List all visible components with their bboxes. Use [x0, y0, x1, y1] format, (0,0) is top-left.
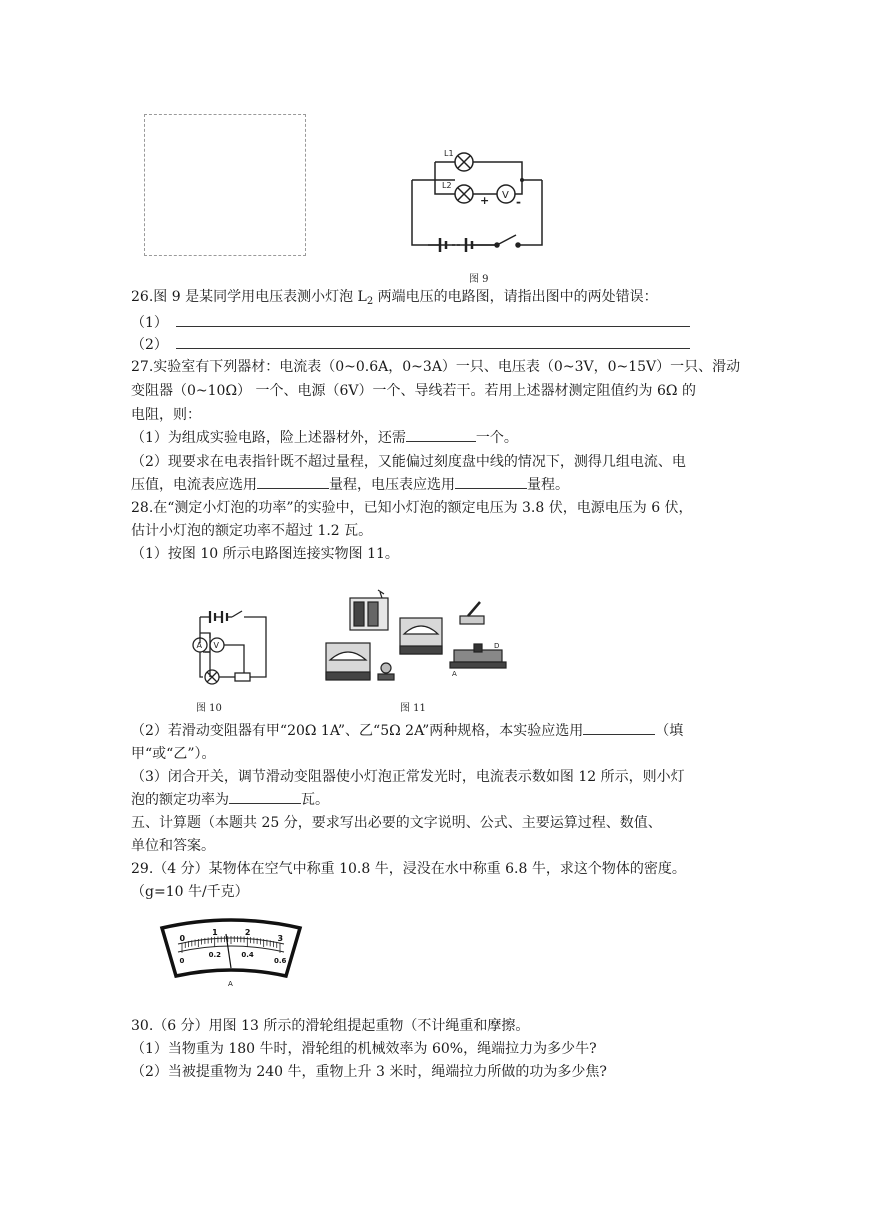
fig9-label-minus: -: [516, 195, 521, 209]
q28-part3a: （3）闭合开关，调节滑动变阻器使小灯泡正常发光时，电流表示数如图 12 所示，则小灯: [131, 769, 685, 785]
fig9-label-v: V: [502, 190, 509, 201]
fig9-label-l2: L2: [442, 181, 452, 190]
fig12-ammeter-dial: [160, 918, 302, 988]
dial-bottom-label: 0.4: [241, 950, 254, 959]
section5-heading-1: 五、计算题（本题共 25 分，要求写出必要的文字说明、公式、主要运算过程、数值、: [131, 815, 662, 831]
q30-line1: 30.（6 分）用图 13 所示的滑轮组提起重物（不计绳重和摩擦。: [131, 1018, 530, 1034]
q26-answer-line-2[interactable]: [176, 348, 690, 349]
q28-part2c: 甲“或“乙”）。: [131, 746, 216, 762]
dial-top-label: 0: [179, 933, 186, 943]
fig11-label-d: D: [494, 642, 500, 650]
fig11-apparatus: [320, 588, 520, 693]
dial-bottom-label: 0.2: [208, 950, 222, 959]
dial-top-label: 3: [277, 933, 284, 943]
q28-blank-1[interactable]: [583, 722, 655, 735]
q26-item2: （2）: [131, 337, 168, 353]
section5-heading-2: 单位和答案。: [131, 838, 215, 854]
dial-bottom-label: 0: [179, 956, 185, 965]
q29-line1: 29.（4 分）某物体在空气中称重 10.8 牛，浸没在水中称重 6.8 牛，求这个物体的密度。: [131, 861, 686, 877]
q26-item1: （1）: [131, 315, 168, 331]
q28-line2: 估计小灯泡的额定功率不超过 1.2 瓦。: [131, 523, 373, 539]
dial-top-label: 1: [212, 927, 218, 937]
q27-blank-1[interactable]: [406, 429, 476, 442]
q28-part2: （2）若滑动变阻器有甲“20Ω 1A”、乙“5Ω 2A”两种规格，本实验应选用 （填: [131, 723, 684, 739]
q27-line3: 电阻，则：: [131, 407, 201, 423]
dial-bottom-label: 0.6: [274, 956, 287, 965]
fig10-circuit: [180, 605, 280, 695]
q27-part1: （1）为组成实验电路，险上述器材外，还需 一个。: [131, 430, 518, 446]
fig9-label-l1: L1: [444, 149, 454, 158]
fig9-caption: 图 9: [469, 274, 489, 285]
q27-part2b: 压值，电流表应选用 量程，电压表应选用 量程。: [131, 477, 569, 493]
answer-box: [144, 114, 306, 256]
q30-line3: （2）当被提重物为 240 牛，重物上升 3 米时，绳端拉力所做的功为多少焦?: [131, 1064, 607, 1080]
q27-blank-3[interactable]: [455, 476, 527, 489]
q26-answer-line-1[interactable]: [176, 326, 690, 327]
fig10-caption: 图 10: [196, 703, 222, 714]
fig9-label-plus: +: [480, 194, 490, 207]
fig12-unit-label: A: [228, 980, 233, 988]
q28-part3b: 泡的额定功率为 瓦。: [131, 792, 329, 808]
fig11-caption: 图 11: [400, 703, 426, 714]
q28-part1: （1）按图 10 所示电路图连接实物图 11。: [131, 546, 399, 562]
fig10-label-a: A: [196, 641, 202, 650]
q29-line2: （g=10 牛/千克）: [131, 884, 249, 900]
q27-line1: 27.实验室有下列器材：电流表（0~0.6A，0~3A）一只、电压表（0~3V，0~15V）一只、滑动: [131, 359, 741, 375]
q27-blank-2[interactable]: [257, 476, 329, 489]
fig10-label-v: V: [213, 641, 219, 650]
q28-blank-2[interactable]: [229, 791, 301, 804]
q30-line2: （1）当物重为 180 牛时，滑轮组的机械效率为 60%，绳端拉力为多少牛?: [131, 1041, 597, 1057]
q28-line1: 28.在“测定小灯泡的功率”的实验中，已知小灯泡的额定电压为 3.8 伏，电源电压为 6 伏，: [131, 500, 693, 516]
fig9-circuit: [400, 140, 560, 260]
q26-text: 26.图 9 是某同学用电压表测小灯泡 $L_2$ 两端电压的电路图，请指出图中的两处错误：: [131, 289, 658, 307]
fig11-label-a: A: [452, 670, 457, 678]
dial-top-label: 2: [244, 927, 251, 937]
q27-line2: 变阻器（0~10Ω） 一个、电源（6V）一个、导线若干。若用上述器材测定阻值约为 6Ω 的: [131, 383, 696, 399]
q27-part2a: （2）现要求在电表指针既不超过量程，又能偏过刻度盘中线的情况下，测得几组电流、电: [131, 454, 686, 470]
